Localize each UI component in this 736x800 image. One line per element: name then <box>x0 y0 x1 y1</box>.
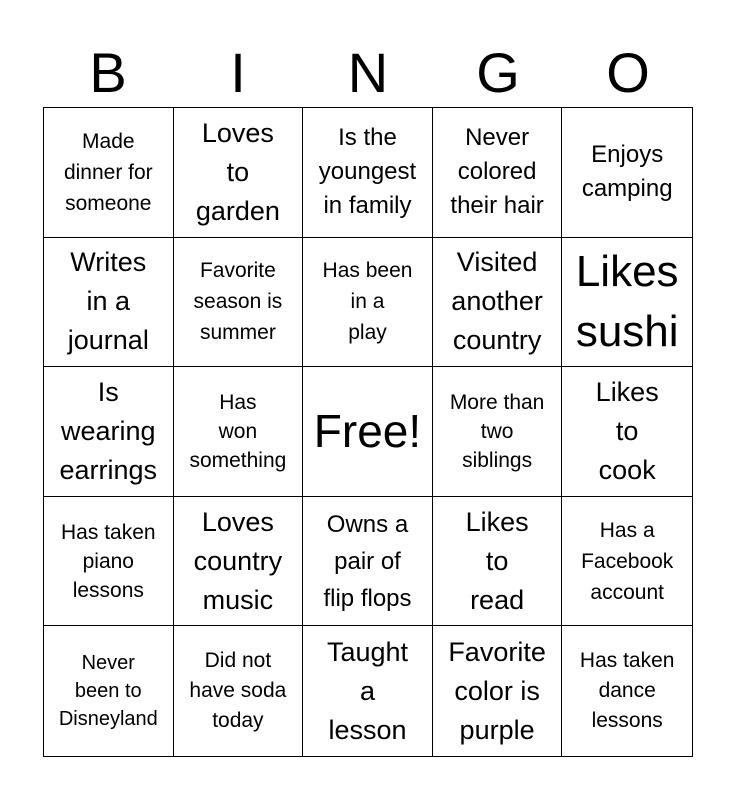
bingo-cell[interactable] <box>44 626 174 756</box>
header-letter-o: O <box>606 41 650 104</box>
cell-text: Favorite color is purple <box>448 636 546 745</box>
cell-text: Likes to cook <box>595 376 659 485</box>
cell-text: Likes to read <box>465 506 529 615</box>
bingo-cell[interactable] <box>44 367 174 497</box>
bingo-cell[interactable] <box>303 238 433 368</box>
bingo-header <box>43 38 693 108</box>
bingo-cell[interactable] <box>562 108 692 238</box>
bingo-cell[interactable] <box>562 367 692 497</box>
cell-text: More than two siblings <box>449 390 545 472</box>
bingo-cell[interactable] <box>433 626 563 756</box>
cell-text: Never been to Disneyland <box>58 652 158 731</box>
cell-text: Has a Facebook account <box>581 518 674 604</box>
header-letter-b: B <box>89 41 127 104</box>
bingo-cell[interactable] <box>303 497 433 627</box>
bingo-cell[interactable] <box>433 497 563 627</box>
header-letter-g: G <box>476 41 520 104</box>
cell-text: Did not have soda today <box>189 649 287 733</box>
cell-text: Has been in a play <box>322 259 413 345</box>
bingo-cell[interactable] <box>303 626 433 756</box>
cell-text: Loves country music <box>193 506 283 615</box>
header-letter-n: N <box>347 41 389 104</box>
cell-text: Made dinner for someone <box>63 129 153 215</box>
bingo-cell[interactable] <box>433 238 563 368</box>
bingo-cell[interactable] <box>433 108 563 238</box>
header-letter-i: I <box>230 41 246 104</box>
bingo-cell[interactable] <box>174 108 304 238</box>
cell-text: Likes sushi <box>575 246 679 356</box>
cell-text: Enjoys camping <box>581 141 673 203</box>
cell-text: Writes in a journal <box>67 247 149 356</box>
bingo-cell[interactable] <box>174 238 304 368</box>
bingo-cell[interactable] <box>562 238 692 368</box>
cell-text: Has taken piano lessons <box>61 520 156 602</box>
bingo-cell[interactable] <box>44 238 174 368</box>
bingo-cell[interactable] <box>44 108 174 238</box>
bingo-grid <box>43 107 693 757</box>
cell-text: Loves to garden <box>195 117 280 226</box>
cell-text: Never colored their hair <box>450 124 544 220</box>
bingo-cell[interactable] <box>44 497 174 627</box>
cell-text: Visited another country <box>451 247 543 356</box>
cell-text: Taught a lesson <box>326 636 409 745</box>
bingo-cell[interactable] <box>433 367 563 497</box>
cell-text: Owns a pair of flip flops <box>323 510 412 612</box>
bingo-cell[interactable] <box>303 108 433 238</box>
bingo-cell[interactable] <box>174 367 304 497</box>
bingo-cell[interactable] <box>562 626 692 756</box>
cell-text: Is the youngest in family <box>318 124 417 220</box>
bingo-cell[interactable] <box>174 626 304 756</box>
free-space-cell[interactable] <box>303 367 433 497</box>
cell-text: Is wearing earrings <box>59 376 158 485</box>
cell-text: Favorite season is summer <box>193 259 283 345</box>
free-space-text: Free! <box>313 405 422 458</box>
cell-text: Has won something <box>189 390 287 472</box>
cell-text: Has taken dance lessons <box>579 649 675 733</box>
bingo-cell[interactable] <box>174 497 304 627</box>
bingo-cell[interactable] <box>562 497 692 627</box>
